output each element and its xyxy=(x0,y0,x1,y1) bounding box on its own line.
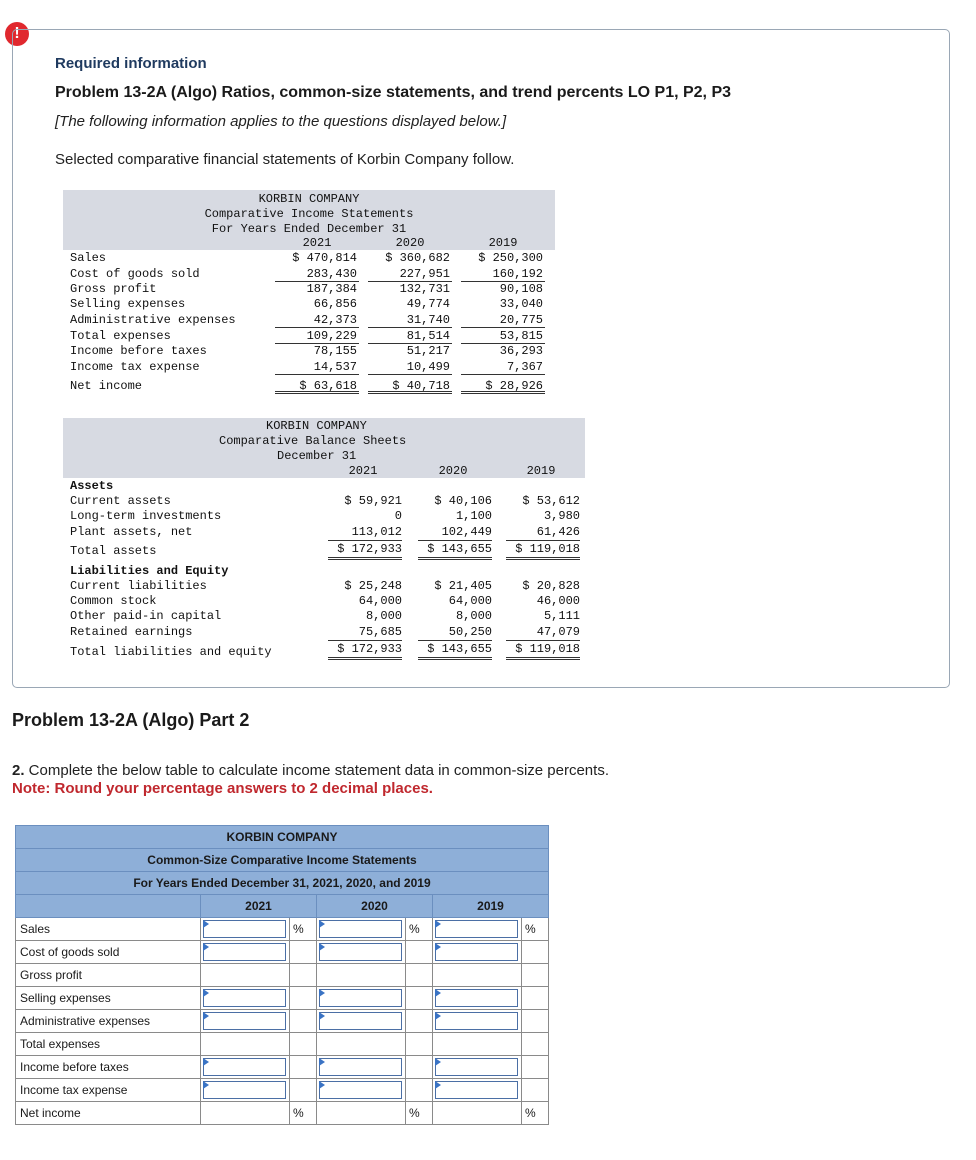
answer-marker-icon xyxy=(435,943,441,951)
bs-row-label: Retained earnings xyxy=(70,625,193,639)
is-cell: 20,775 xyxy=(461,313,545,328)
cs-empty-cell xyxy=(201,1033,290,1056)
cs-percent-input[interactable] xyxy=(319,1012,402,1030)
bs-cell: $ 53,612 xyxy=(522,494,580,508)
info-note: [The following information applies to the questions displayed below.] xyxy=(55,113,507,130)
is-cell: 132,731 xyxy=(399,282,450,296)
bs-year: 2021 xyxy=(348,464,378,478)
is-cell: 31,740 xyxy=(368,313,452,328)
bs-cell: $ 59,921 xyxy=(344,494,402,508)
cs-period: For Years Ended December 31, 2021, 2020, and 2019 xyxy=(16,872,549,895)
cs-row-label: Selling expenses xyxy=(16,987,201,1010)
cs-row xyxy=(16,1056,549,1079)
rounding-note: Note: Round your percentage answers to 2 decimal places. xyxy=(12,780,433,797)
is-cell: 36,293 xyxy=(499,344,543,358)
is-row-label: Sales xyxy=(70,251,107,265)
cs-percent-symbol xyxy=(406,1033,433,1056)
bs-cell: 50,250 xyxy=(418,625,492,641)
answer-marker-icon xyxy=(319,1012,325,1020)
cs-percent-symbol xyxy=(290,1079,317,1102)
cs-percent-symbol: % xyxy=(522,1102,549,1125)
cs-percent-input[interactable] xyxy=(319,920,402,938)
cs-answer-cell[interactable] xyxy=(201,1056,290,1079)
is-year: 2019 xyxy=(488,236,518,250)
cs-percent-input[interactable] xyxy=(203,1012,286,1030)
is-cell: 187,384 xyxy=(306,282,357,296)
answer-marker-icon xyxy=(319,1081,325,1089)
bs-cell: $ 143,655 xyxy=(418,542,492,560)
is-cell: 14,537 xyxy=(275,360,359,375)
cs-row-label: Cost of goods sold xyxy=(16,941,201,964)
cs-percent-symbol xyxy=(406,941,433,964)
cs-row xyxy=(16,964,549,987)
cs-title: Common-Size Comparative Income Statements xyxy=(16,849,549,872)
cs-percent-symbol xyxy=(290,987,317,1010)
part2-title: Problem 13-2A (Algo) Part 2 xyxy=(12,710,250,730)
answer-marker-icon xyxy=(435,920,441,928)
alert-icon: ! xyxy=(5,22,29,46)
cs-row xyxy=(16,987,549,1010)
cs-empty-cell xyxy=(433,964,522,987)
is-cell: $ 28,926 xyxy=(461,379,545,394)
cs-row xyxy=(16,918,549,941)
cs-empty-cell xyxy=(317,1033,406,1056)
is-cell: 81,514 xyxy=(368,329,452,344)
cs-percent-input[interactable] xyxy=(319,1081,402,1099)
problem-title: Problem 13-2A (Algo) Ratios, common-size statements, and trend percents LO P1, P2, P3 xyxy=(55,84,732,101)
cs-percent-symbol xyxy=(406,1079,433,1102)
is-cell: 283,430 xyxy=(275,267,359,282)
cs-answer-cell[interactable] xyxy=(317,1010,406,1033)
cs-row-label: Income before taxes xyxy=(16,1056,201,1079)
is-cell: 78,155 xyxy=(313,344,357,358)
is-row-label: Net income xyxy=(70,379,143,393)
bs-row-label: Current assets xyxy=(70,494,171,508)
bs-cell: 61,426 xyxy=(506,525,580,541)
bs-cell: 0 xyxy=(394,509,402,523)
bs-row-label: Long-term investments xyxy=(70,509,222,523)
cs-percent-input[interactable] xyxy=(435,920,518,938)
cs-empty-cell xyxy=(317,964,406,987)
cs-empty-cell xyxy=(201,964,290,987)
is-cell: $ 63,618 xyxy=(275,379,359,394)
cs-answer-cell[interactable] xyxy=(433,1056,522,1079)
cs-row xyxy=(16,1010,549,1033)
cs-percent-input[interactable] xyxy=(203,920,286,938)
bs-cell: $ 172,933 xyxy=(328,642,402,660)
answer-marker-icon xyxy=(203,1081,209,1089)
is-cell: 49,774 xyxy=(406,297,450,311)
bs-cell: $ 21,405 xyxy=(434,579,492,593)
cs-year-2021: 2021 xyxy=(201,895,317,918)
cs-percent-input[interactable] xyxy=(319,1058,402,1076)
answer-marker-icon xyxy=(319,989,325,997)
cs-year-2020: 2020 xyxy=(317,895,433,918)
bs-cell: 64,000 xyxy=(448,594,492,608)
bs-cell: $ 143,655 xyxy=(418,642,492,660)
bs-total-assets-label: Total assets xyxy=(70,544,157,558)
is-period: For Years Ended December 31 xyxy=(211,222,407,236)
is-cell: $ 360,682 xyxy=(385,251,450,265)
cs-percent-input[interactable] xyxy=(203,943,286,961)
cs-percent-symbol: % xyxy=(522,918,549,941)
cs-year-2019: 2019 xyxy=(433,895,549,918)
cs-percent-symbol: % xyxy=(406,918,433,941)
bs-period: December 31 xyxy=(277,449,357,463)
bs-row-label: Other paid-in capital xyxy=(70,609,222,623)
answer-marker-icon xyxy=(319,943,325,951)
is-title: Comparative Income Statements xyxy=(204,207,414,221)
is-cell: 51,217 xyxy=(406,344,450,358)
cs-percent-input[interactable] xyxy=(203,989,286,1007)
cs-answer-cell[interactable] xyxy=(201,918,290,941)
cs-percent-input[interactable] xyxy=(319,989,402,1007)
intro-text: Selected comparative financial statements of Korbin Company follow. xyxy=(55,151,515,168)
cs-percent-symbol xyxy=(406,1056,433,1079)
cs-percent-symbol xyxy=(522,941,549,964)
cs-answer-cell[interactable] xyxy=(317,918,406,941)
is-year: 2021 xyxy=(302,236,332,250)
bs-title: Comparative Balance Sheets xyxy=(219,434,407,448)
bs-cell: 47,079 xyxy=(506,625,580,641)
cs-percent-symbol xyxy=(522,987,549,1010)
cs-answer-cell[interactable] xyxy=(433,918,522,941)
instruction xyxy=(12,762,609,779)
bs-assets-heading: Assets xyxy=(70,479,114,493)
cs-answer-cell[interactable] xyxy=(317,987,406,1010)
is-row-label: Selling expenses xyxy=(70,297,186,311)
cs-row-label: Sales xyxy=(16,918,201,941)
answer-marker-icon xyxy=(435,989,441,997)
cs-row xyxy=(16,1102,549,1125)
is-cell: 66,856 xyxy=(313,297,357,311)
cs-company: KORBIN COMPANY xyxy=(16,826,549,849)
cs-answer-cell[interactable] xyxy=(201,941,290,964)
bs-cell: $ 20,828 xyxy=(522,579,580,593)
bs-cell: 64,000 xyxy=(358,594,402,608)
bs-cell: $ 172,933 xyxy=(328,542,402,560)
cs-percent-symbol xyxy=(522,1056,549,1079)
cs-empty-cell xyxy=(201,1102,290,1125)
instruction-text: Complete the below table to calculate income statement data in common-size percents. xyxy=(24,762,609,779)
is-row-label: Income tax expense xyxy=(70,360,200,374)
cs-answer-cell[interactable] xyxy=(201,1010,290,1033)
cs-percent-input[interactable] xyxy=(435,989,518,1007)
cs-row-label: Administrative expenses xyxy=(16,1010,201,1033)
is-cell: 109,229 xyxy=(275,329,359,344)
bs-row-label: Plant assets, net xyxy=(70,525,193,539)
cs-percent-input[interactable] xyxy=(319,943,402,961)
cs-row xyxy=(16,941,549,964)
cs-row-label: Gross profit xyxy=(16,964,201,987)
cs-answer-cell[interactable] xyxy=(317,1079,406,1102)
cs-empty-cell xyxy=(433,1102,522,1125)
bs-cell: 8,000 xyxy=(365,609,402,623)
cs-row-label: Total expenses xyxy=(16,1033,201,1056)
cs-answer-cell[interactable] xyxy=(317,1056,406,1079)
bs-cell: $ 40,106 xyxy=(434,494,492,508)
cs-answer-cell[interactable] xyxy=(201,987,290,1010)
cs-answer-cell[interactable] xyxy=(433,941,522,964)
cs-answer-cell[interactable] xyxy=(317,941,406,964)
is-cell: 42,373 xyxy=(275,313,359,328)
bs-cell: 3,980 xyxy=(543,509,580,523)
is-row-label: Income before taxes xyxy=(70,344,207,358)
bs-cell: 8,000 xyxy=(455,609,492,623)
answer-marker-icon xyxy=(203,943,209,951)
is-company: KORBIN COMPANY xyxy=(258,192,360,206)
bs-cell: $ 119,018 xyxy=(506,642,580,660)
common-size-table xyxy=(15,825,549,1125)
is-year: 2020 xyxy=(395,236,425,250)
cs-percent-input[interactable] xyxy=(203,1081,286,1099)
is-cell: 10,499 xyxy=(368,360,452,375)
answer-marker-icon xyxy=(203,989,209,997)
bs-row-label: Current liabilities xyxy=(70,579,207,593)
cs-percent-symbol xyxy=(290,941,317,964)
cs-percent-symbol xyxy=(522,1033,549,1056)
answer-marker-icon xyxy=(435,1058,441,1066)
cs-percent-symbol xyxy=(406,987,433,1010)
cs-answer-cell[interactable] xyxy=(433,987,522,1010)
is-cell: $ 40,718 xyxy=(368,379,452,394)
is-cell: 53,815 xyxy=(461,329,545,344)
bs-cell: $ 25,248 xyxy=(344,579,402,593)
cs-percent-input[interactable] xyxy=(435,1058,518,1076)
cs-answer-cell[interactable] xyxy=(201,1079,290,1102)
cs-percent-symbol xyxy=(290,1056,317,1079)
bs-year: 2020 xyxy=(438,464,468,478)
bs-cell: 113,012 xyxy=(328,525,402,541)
is-cell: 7,367 xyxy=(461,360,545,375)
cs-percent-symbol xyxy=(290,1033,317,1056)
answer-marker-icon xyxy=(435,1081,441,1089)
answer-marker-icon xyxy=(203,1058,209,1066)
cs-answer-cell[interactable] xyxy=(433,1010,522,1033)
bs-cell: 46,000 xyxy=(536,594,580,608)
is-cell: 90,108 xyxy=(499,282,543,296)
instruction-number: 2. xyxy=(12,762,25,779)
cs-percent-input[interactable] xyxy=(435,1012,518,1030)
cs-empty-cell xyxy=(433,1033,522,1056)
cs-percent-symbol xyxy=(522,964,549,987)
bs-total-liabilities-label: Total liabilities and equity xyxy=(70,645,272,659)
cs-percent-symbol xyxy=(522,1079,549,1102)
required-information-title: Required information xyxy=(55,55,207,72)
is-row-label: Administrative expenses xyxy=(70,313,236,327)
answer-marker-icon xyxy=(319,920,325,928)
cs-percent-input[interactable] xyxy=(435,1081,518,1099)
is-row-label: Cost of goods sold xyxy=(70,267,200,281)
bs-company: KORBIN COMPANY xyxy=(266,419,367,433)
cs-percent-input[interactable] xyxy=(435,943,518,961)
cs-percent-symbol xyxy=(290,964,317,987)
bs-cell: 5,111 xyxy=(543,609,580,623)
bs-liabilities-heading: Liabilities and Equity xyxy=(70,564,229,578)
answer-marker-icon xyxy=(203,1012,209,1020)
cs-row xyxy=(16,1033,549,1056)
cs-row xyxy=(16,1079,549,1102)
is-cell: $ 250,300 xyxy=(478,251,543,265)
cs-percent-symbol: % xyxy=(406,1102,433,1125)
is-cell: 227,951 xyxy=(368,267,452,282)
cs-answer-cell[interactable] xyxy=(433,1079,522,1102)
cs-percent-symbol xyxy=(406,964,433,987)
is-cell: 160,192 xyxy=(461,267,545,282)
bs-cell: 1,100 xyxy=(455,509,492,523)
cs-percent-symbol xyxy=(290,1010,317,1033)
cs-percent-input[interactable] xyxy=(203,1058,286,1076)
answer-marker-icon xyxy=(435,1012,441,1020)
bs-cell: $ 119,018 xyxy=(506,542,580,560)
is-cell: $ 470,814 xyxy=(292,251,357,265)
bs-row-label: Common stock xyxy=(70,594,157,608)
cs-empty-cell xyxy=(317,1102,406,1125)
cs-percent-symbol xyxy=(522,1010,549,1033)
is-cell: 33,040 xyxy=(499,297,543,311)
cs-percent-symbol: % xyxy=(290,1102,317,1125)
cs-percent-symbol: % xyxy=(290,918,317,941)
is-row-label: Total expenses xyxy=(70,329,171,343)
is-row-label: Gross profit xyxy=(70,282,157,296)
bs-year: 2019 xyxy=(526,464,556,478)
bs-cell: 75,685 xyxy=(328,625,402,641)
cs-percent-symbol xyxy=(406,1010,433,1033)
answer-marker-icon xyxy=(319,1058,325,1066)
cs-blank-header xyxy=(16,895,201,918)
answer-marker-icon xyxy=(203,920,209,928)
cs-row-label: Net income xyxy=(16,1102,201,1125)
bs-cell: 102,449 xyxy=(418,525,492,541)
cs-row-label: Income tax expense xyxy=(16,1079,201,1102)
